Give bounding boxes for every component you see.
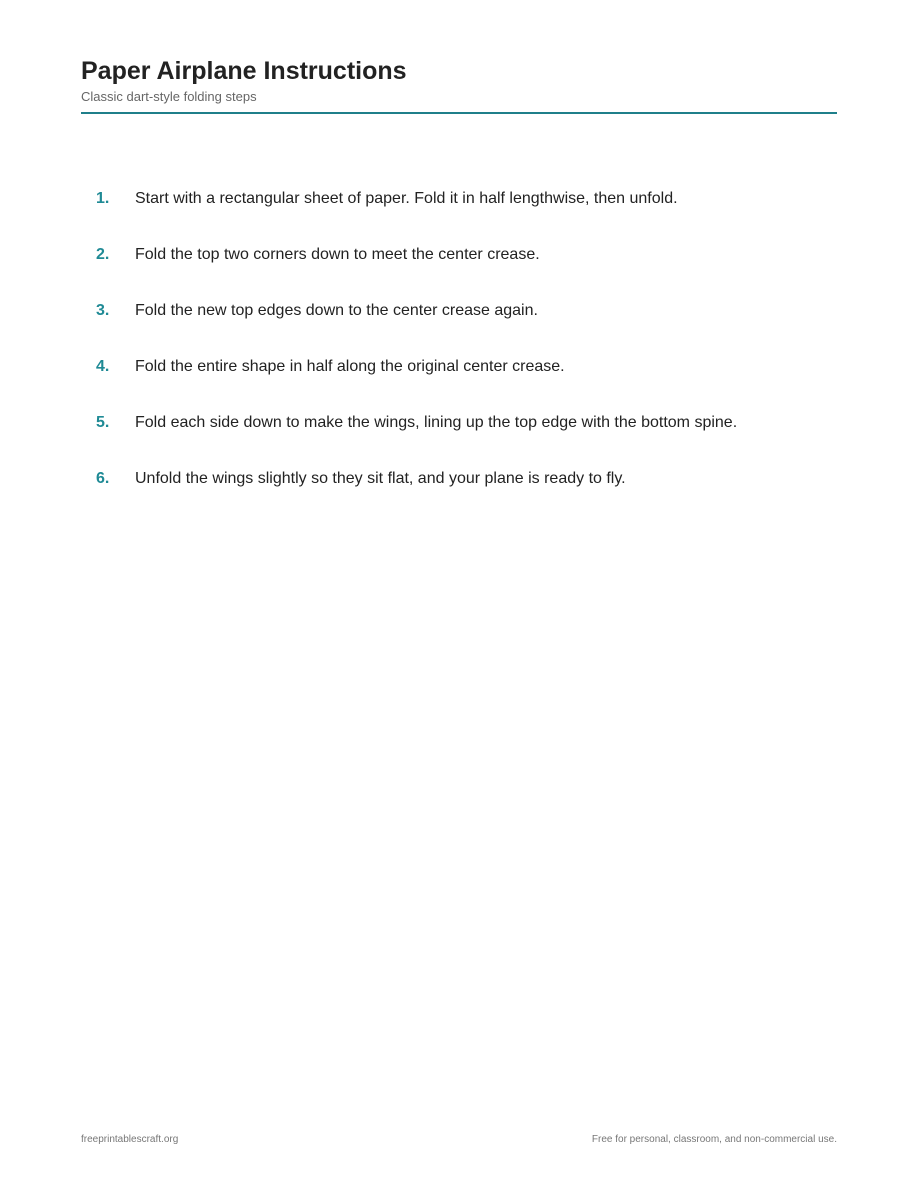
- footer-site: freeprintablescraft.org: [81, 1134, 179, 1145]
- instruction-steps-list: [81, 185, 837, 521]
- footer-license: Free for personal, classroom, and non-commercial use.: [591, 1134, 837, 1145]
- step-text: Unfold the wings slightly so they sit flat, and your plane is ready to fly.: [135, 470, 626, 487]
- step-text: Fold the new top edges down to the center crease again.: [135, 302, 538, 319]
- step-number: 3.: [96, 302, 110, 319]
- step-item: [81, 185, 837, 241]
- page-title: Paper Airplane Instructions: [81, 57, 407, 85]
- step-item: [81, 409, 837, 465]
- page-header: [81, 56, 837, 114]
- step-number: 1.: [96, 190, 110, 207]
- step-number: 5.: [96, 414, 110, 431]
- page-subtitle: Classic dart-style folding steps: [81, 89, 257, 104]
- page-footer: [81, 1134, 837, 1146]
- step-number: 6.: [96, 470, 110, 487]
- step-text: Fold the top two corners down to meet the center crease.: [135, 246, 540, 263]
- step-text: Start with a rectangular sheet of paper. Fold it in half lengthwise, then unfold.: [135, 190, 678, 207]
- step-item: [81, 241, 837, 297]
- step-text: Fold the entire shape in half along the original center crease.: [135, 358, 565, 375]
- step-number: 2.: [96, 246, 110, 263]
- step-text: Fold each side down to make the wings, lining up the top edge with the bottom spine.: [135, 414, 738, 431]
- step-item: [81, 297, 837, 353]
- step-number: 4.: [96, 358, 110, 375]
- step-item: [81, 353, 837, 409]
- step-item: [81, 465, 837, 521]
